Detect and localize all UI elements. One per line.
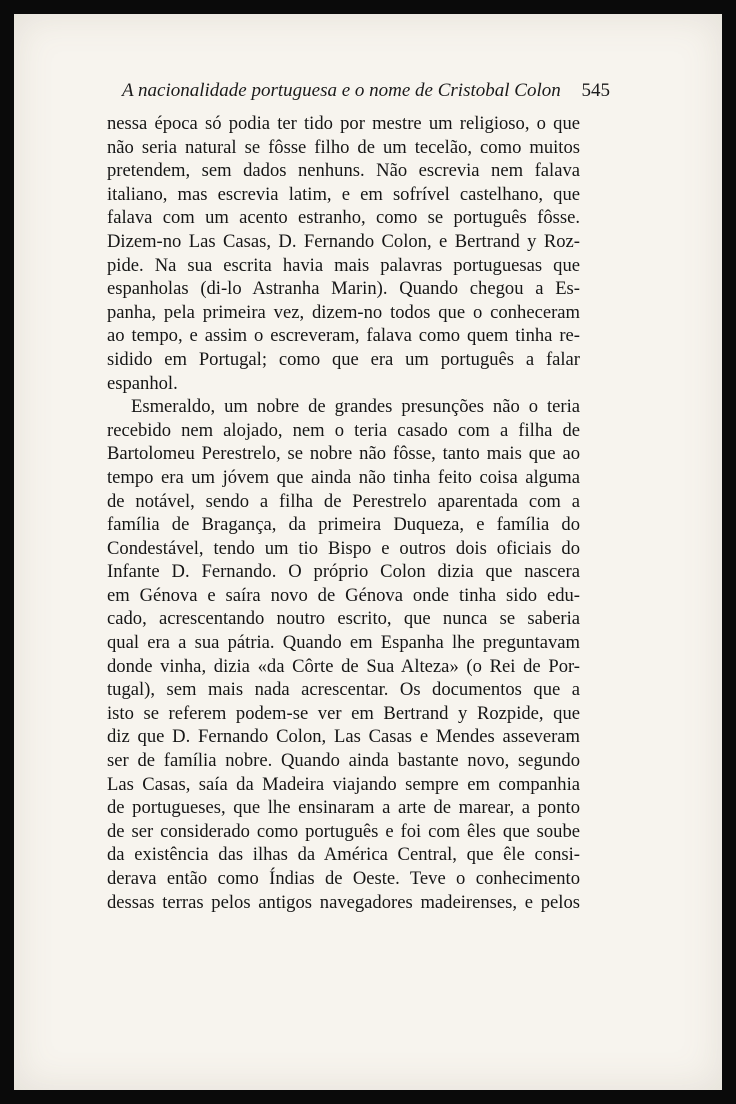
text-line: falava com um acento estranho, como se português fôsse.: [107, 207, 580, 229]
text-line: em Génova e saíra novo de Génova onde tinha sido edu-: [107, 584, 580, 606]
text-line: derava então como Índias de Oeste. Teve o conhecimento: [107, 868, 580, 889]
text-line: Bartolomeu Perestrelo, se nobre não fôsse, tanto mais que ao: [107, 443, 580, 465]
text-line: não seria natural se fôsse filho de um tecelão, como muitos: [107, 136, 580, 158]
text-line: espanhol.: [107, 372, 178, 394]
text-line: de ser considerado como português e foi com êles que soube: [107, 820, 580, 842]
running-title: A nacionalidade portuguesa e o nome de Cristobal Colon: [122, 80, 561, 101]
text-line: de portugueses, que lhe ensinaram a arte de marear, a ponto: [107, 797, 580, 819]
text-line: pide. Na sua escrita havia mais palavras portuguesas que: [107, 254, 580, 276]
running-header: [122, 80, 610, 110]
text-line: sidido em Portugal; como que era um português a falar: [107, 348, 580, 370]
text-line: tempo era um jóvem que ainda não tinha feito coisa alguma: [107, 466, 580, 488]
text-line: donde vinha, dizia «da Côrte de Sua Alteza» (o Rei de Por-: [107, 655, 580, 677]
text-line: espanholas (di-lo Astranha Marin). Quando chegou a Es-: [107, 278, 580, 300]
text-line: dessas terras pelos antigos navegadores madeirenses, e pelos: [107, 891, 580, 913]
text-line: de notável, sendo a filha de Perestrelo aparentada com a: [107, 490, 580, 512]
text-line: Esmeraldo, um nobre de grandes presunções não o teria: [131, 396, 580, 418]
text-line: italiano, mas escrevia latim, e em sofrível castelhano, que: [107, 183, 580, 205]
text-line: nessa época só podia ter tido por mestre um religioso, o que: [107, 113, 580, 134]
text-line: Dizem-no Las Casas, D. Fernando Colon, e Bertrand y Roz-: [107, 230, 580, 252]
body-text: [107, 112, 580, 914]
text-line: recebido nem alojado, nem o teria casado com a filha de: [107, 419, 580, 441]
text-line: ao tempo, e assim o escreveram, falava como quem tinha re-: [107, 325, 580, 347]
text-line: isto se referem podem-se ver em Bertrand y Rozpide, que: [107, 702, 580, 724]
text-line: panha, pela primeira vez, dizem-no todos que o conheceram: [107, 301, 580, 323]
text-line: diz que D. Fernando Colon, Las Casas e Mendes asseveram: [107, 726, 580, 748]
text-line: cado, acrescentando noutro escrito, que nunca se saberia: [107, 608, 580, 630]
text-line: Las Casas, saía da Madeira viajando sempre em companhia: [107, 773, 580, 795]
text-line: Infante D. Fernando. O próprio Colon dizia que nascera: [107, 561, 580, 583]
text-line: família de Bragança, da primeira Duqueza, e família do: [107, 514, 580, 536]
text-line: qual era a sua pátria. Quando em Espanha lhe preguntavam: [107, 632, 580, 654]
text-line: ser de família nobre. Quando ainda bastante novo, segundo: [107, 750, 580, 772]
text-line: tugal), sem mais nada acrescentar. Os documentos que a: [107, 679, 580, 701]
page-number: 545: [581, 80, 610, 101]
text-line: Condestável, tendo um tio Bispo e outros dois oficiais do: [107, 537, 580, 559]
text-line: da existência das ilhas da América Central, que êle consi-: [107, 844, 580, 866]
text-line: pretendem, sem dados nenhuns. Não escrevia nem falava: [107, 160, 580, 182]
